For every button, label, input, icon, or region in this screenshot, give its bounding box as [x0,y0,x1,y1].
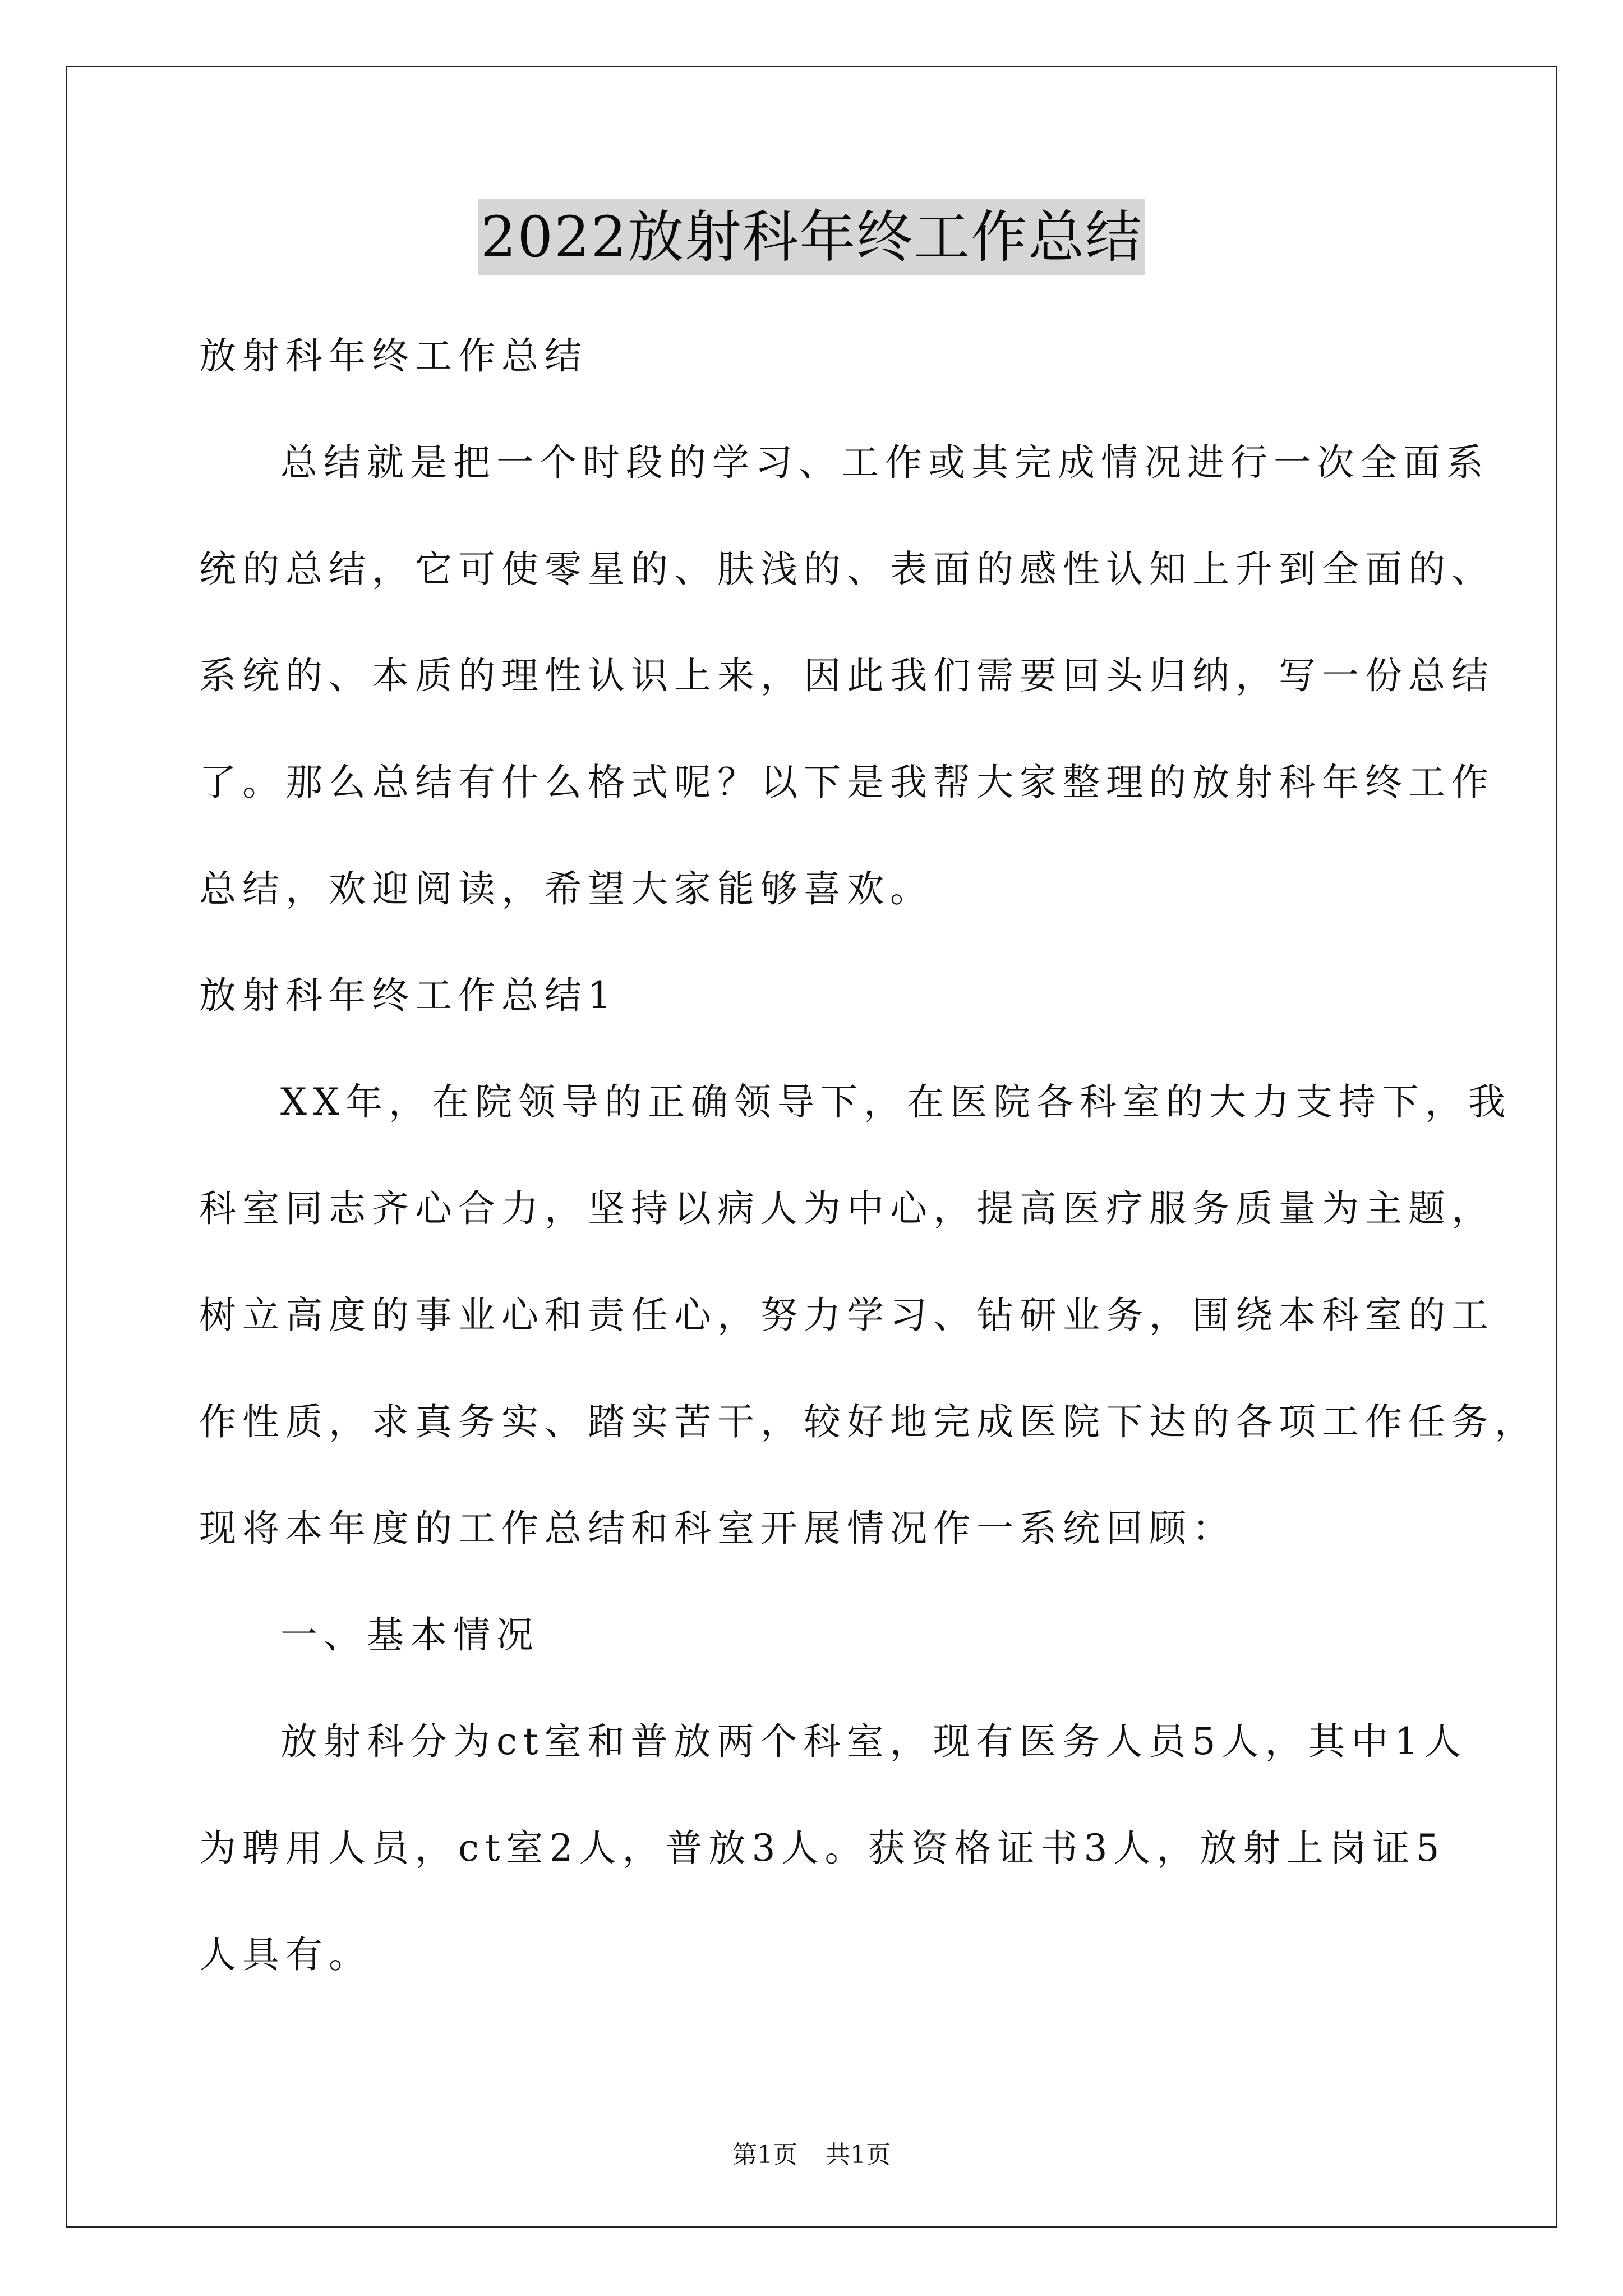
page-number: 第1页 [732,2141,797,2169]
document-body [199,303,1538,2008]
text-line: 树立高度的事业心和责任心，努力学习、钻研业务，围绕本科室的工 [199,1294,1495,1337]
text-line: 总结就是把一个时段的学习、工作或其完成情况进行一次全面系 [280,441,1490,484]
text-line: 科室同志齐心合力，坚持以病人为中心，提高医疗服务质量为主题， [199,1187,1495,1230]
text-line: 统的总结，它可使零星的、肤浅的、表面的感性认知上升到全面的、 [199,547,1495,591]
page-total: 共1页 [826,2141,891,2169]
text-line: 放射科分为ct室和普放两个科室，现有医务人员5人，其中1人 [280,1720,1468,1763]
title-block [0,199,1623,275]
text-line: 了。那么总结有什么格式呢？以下是我帮大家整理的放射科年终工作 [199,761,1495,804]
text-line: 系统的、本质的理性认识上来，因此我们需要回头归纳，写一份总结 [199,654,1495,697]
text-line: 为聘用人员，ct室2人，普放3人。获资格证书3人，放射上岗证5 [199,1826,1446,1870]
page-footer [0,2138,1623,2172]
document-title: 2022放射科年终工作总结 [478,199,1145,275]
text-line: 作性质，求真务实、踏实苦干，较好地完成医院下达的各项工作任务， [199,1400,1538,1443]
text-line: XX年，在院领导的正确领导下，在医院各科室的大力支持下，我 [280,1080,1511,1124]
text-line: 人具有。 [199,1933,372,1976]
text-line: 总结，欢迎阅读，希望大家能够喜欢。 [199,867,933,910]
text-line: 放射科年终工作总结1 [199,974,617,1017]
text-line: 一、基本情况 [280,1613,540,1657]
text-line: 现将本年度的工作总结和科室开展情况作一系统回顾： [199,1507,1235,1550]
text-line: 放射科年终工作总结 [199,334,588,378]
